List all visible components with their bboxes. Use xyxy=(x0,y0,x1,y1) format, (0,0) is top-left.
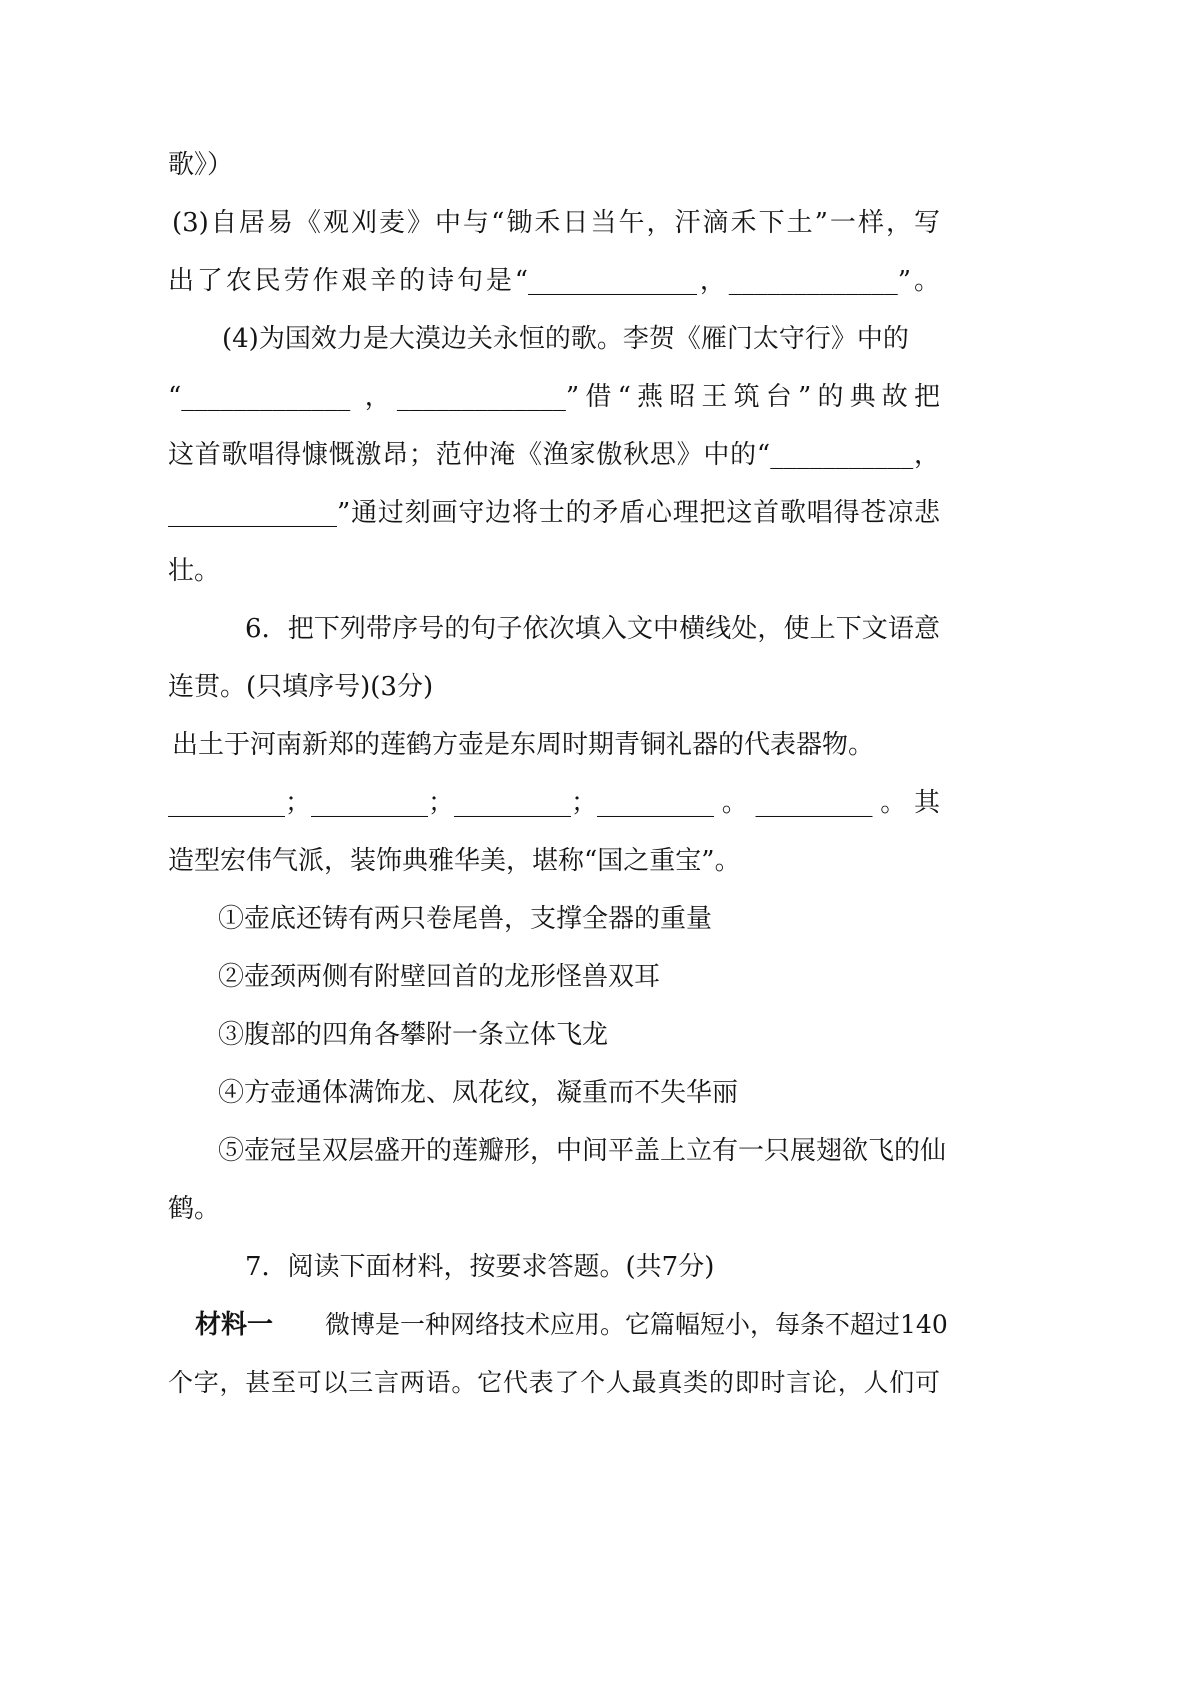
material-1-first-line xyxy=(195,1296,1200,1354)
option-1: ①壶底还铸有两只卷尾兽，支撑全器的重量 xyxy=(218,904,713,934)
option-5-continuation: 鹤。 xyxy=(168,1194,221,1224)
question-6-passage-line: 造型宏伟气派，装饰典雅华美，堪称“国之重宝”。 xyxy=(168,846,741,876)
question-fragment-line: 歌》） xyxy=(168,150,234,180)
material-1-text-line: 个字，甚至可以三言两语。它代表了个人最真类的即时言论，人们可 xyxy=(168,1368,940,1397)
item-4-line: 这首歌唱得慷慨激昂；范仲淹《渔家傲秋思》中的“___________， xyxy=(168,440,940,470)
option-5: ⑤壶冠呈双层盛开的莲瓣形，中间平盖上立有一只展翅欲飞的仙 xyxy=(218,1136,947,1166)
material-1-text-line: 微博是一种网络技术应用。它篇幅短小，每条不超过140 xyxy=(325,1310,948,1339)
question-7-prompt: 7．阅读下面材料，按要求答题。(共7分) xyxy=(245,1252,715,1282)
item-4-line: 壮。 xyxy=(168,556,221,586)
item-3-line: (3)自居易《观刈麦》中与“锄禾日当午，汗滴禾下土”一样，写 xyxy=(172,208,940,238)
option-2: ②壶颈两侧有附壁回首的龙形怪兽双耳 xyxy=(218,962,661,992)
document-text-body xyxy=(0,136,1200,1412)
material-1-label: 材料一 xyxy=(195,1310,274,1340)
option-4: ④方壶通体满饰龙、凤花纹，凝重而不失华丽 xyxy=(218,1078,739,1108)
item-3-blanks-line: 出了农民劳作艰辛的诗句是“_____________，_____________”。 xyxy=(168,266,940,296)
item-4-line: (4)为国效力是大漠边关永恒的歌。李贺《雁门太守行》中的 xyxy=(222,324,909,354)
question-6-passage-line: 出土于河南新郑的莲鹤方壶是东周时期青铜礼器的代表器物。 xyxy=(172,730,875,760)
question-6-prompt-line: 连贯。(只填序号)(3分) xyxy=(168,672,434,702)
question-6-blanks-line: _________；_________；_________；_________。_________。其 xyxy=(168,788,940,818)
item-4-blanks-line: “_____________ ，_____________”借“燕昭王筑台”的典故把 xyxy=(168,382,940,412)
option-3: ③腹部的四角各攀附一条立体飞龙 xyxy=(218,1020,609,1050)
question-6-prompt-line: 6．把下列带序号的句子依次填入文中横线处，使上下文语意 xyxy=(245,614,940,644)
item-4-blanks-line: _____________”通过刻画守边将士的矛盾心理把这首歌唱得苍凉悲 xyxy=(168,498,940,528)
